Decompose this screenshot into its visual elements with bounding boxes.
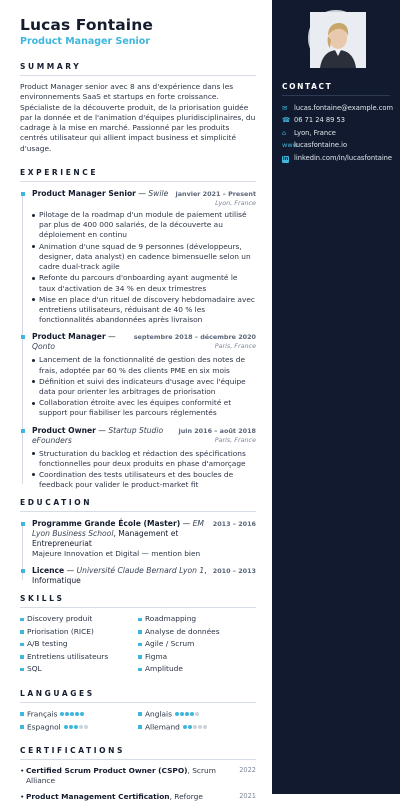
contact-item[interactable] xyxy=(282,139,390,151)
language-level xyxy=(60,709,85,720)
experience-entry xyxy=(32,426,256,491)
experience-heading: EXPERIENCE xyxy=(20,168,256,182)
language-level xyxy=(175,709,200,720)
certification-year: 2022 xyxy=(239,766,256,775)
education-date: 2013 – 2016 xyxy=(212,520,256,529)
skill-item: Figma xyxy=(138,652,256,663)
timeline-dot xyxy=(21,429,25,433)
linkedin-icon xyxy=(282,152,294,164)
level-dot xyxy=(69,725,73,729)
timeline-dot xyxy=(21,335,25,339)
level-dot xyxy=(65,712,69,716)
field-of-study: , Management et Entrepreneuriat xyxy=(32,529,179,549)
achievement-list xyxy=(32,449,256,491)
contact-heading: CONTACT xyxy=(282,82,390,96)
entry-location: Paris, France xyxy=(214,342,256,351)
school-name: Université Claude Bernard Lyon 1 xyxy=(76,566,205,576)
languages-grid xyxy=(20,709,256,733)
phone-icon: ☎ xyxy=(282,116,291,125)
level-dot xyxy=(183,725,187,729)
field-of-study: , Informatique xyxy=(32,566,207,586)
entry-header xyxy=(32,189,256,207)
achievement-item: Refonte du parcours d'onboarding ayant augmenté le taux d'activation de 34 % en deux trimestres xyxy=(32,273,256,293)
language-name: Anglais xyxy=(145,709,172,719)
level-dot xyxy=(203,725,207,729)
language-level xyxy=(64,722,89,733)
entry-header xyxy=(32,332,256,352)
language-level xyxy=(183,722,208,733)
skill-item: A/B testing xyxy=(20,639,138,650)
education-note: Majeure Innovation et Digital — mention bien xyxy=(32,549,201,559)
level-dot xyxy=(198,725,202,729)
contact-text: lucasfontaine.io xyxy=(294,141,348,150)
level-dot xyxy=(188,725,192,729)
education-heading: EDUCATION xyxy=(20,498,256,512)
level-dot xyxy=(70,712,74,716)
skills-heading: SKILLS xyxy=(20,594,256,608)
level-dot xyxy=(84,725,88,729)
avatar xyxy=(308,10,364,66)
entry-date: juin 2016 – août 2018 xyxy=(178,426,256,435)
experience-entry xyxy=(32,332,256,418)
summary-text: Product Manager senior avec 8 ans d'expérience dans les environnements SaaS et startups en forte croissance. Spécialiste de la découverte produit, de la priorisation guidée par la donnée et de l'animation d'équipes pluridisciplinaires, du cadrage à la mise en marché. Passionné par les produits centrés utilisateur qui allient impact business et simplicité d'usage. xyxy=(20,82,256,153)
certification-year: 2021 xyxy=(239,792,256,801)
level-dot xyxy=(195,712,199,716)
level-dot xyxy=(80,712,84,716)
school-name: EM Lyon Business School xyxy=(32,519,204,539)
language-item xyxy=(20,709,138,720)
contact-text: Lyon, France xyxy=(294,128,336,137)
language-name: Français xyxy=(27,709,58,719)
level-dot xyxy=(74,725,78,729)
skills-grid xyxy=(20,614,256,675)
summary-heading: SUMMARY xyxy=(20,62,256,76)
web-icon: www xyxy=(282,141,298,150)
skill-item: Roadmapping xyxy=(138,614,256,625)
location-icon: ⌂ xyxy=(282,128,287,137)
entry-title: Product Manager Senior — Swile xyxy=(32,189,169,199)
education-entry xyxy=(32,566,256,586)
level-dot xyxy=(75,712,79,716)
certification-text xyxy=(20,766,232,786)
entry-header xyxy=(32,566,256,586)
skill-item: SQL xyxy=(20,664,138,675)
experience-entry xyxy=(32,189,256,325)
achievement-item: Mise en place d'un rituel de discovery hebdomadaire avec entretiens utilisateurs, réduisant de 40 % les fonctionnalités abandonnées après livraison xyxy=(32,295,256,326)
achievement-item: Coordination des tests utilisateurs et des boucles de feedback pour valider le product-market fit xyxy=(32,470,256,490)
contact-text: lucas.fontaine@example.com xyxy=(294,104,393,112)
degree-name: Programme Grande École (Master) xyxy=(32,519,181,529)
level-dot xyxy=(64,725,68,729)
job-role: Product Manager xyxy=(32,332,106,342)
entry-title: Product Owner — Startup Studio eFounders xyxy=(32,425,164,445)
achievement-item: Animation d'une squad de 9 personnes (développeurs, designer, data analyst) en cadence bimensuelle selon un cadre dual-track agile xyxy=(32,242,256,273)
degree-name: Licence xyxy=(32,566,65,576)
contact-list xyxy=(282,102,393,164)
language-item xyxy=(20,722,138,733)
achievement-item: Collaboration étroite avec les équipes conformité et support pour fiabiliser les parcours réglementés xyxy=(32,398,256,418)
entry-location: Lyon, France xyxy=(215,199,256,208)
job-role: Product Owner xyxy=(32,425,96,435)
achievement-item: Pilotage de la roadmap d'un module de paiement utilisé par plus de 400 000 salariés, de la découverte au déploiement en continu xyxy=(32,210,256,241)
experience-timeline xyxy=(20,189,256,490)
entry-header xyxy=(32,426,256,446)
company-name: Qonto xyxy=(32,342,56,352)
languages-heading: LANGUAGES xyxy=(20,689,256,703)
achievement-item: Définition et suivi des indicateurs d'usage avec l'équipe data pour orienter les arbitrages de priorisation xyxy=(32,377,256,397)
contact-item[interactable] xyxy=(282,127,390,139)
profile-photo xyxy=(310,12,366,68)
linkedin-badge: in xyxy=(282,155,289,162)
entry-title: Programme Grande École (Master) — EM Lyon Business School, Management et Entrepreneuriat xyxy=(32,519,204,549)
level-dot xyxy=(185,712,189,716)
timeline-dot xyxy=(21,569,25,573)
certification-item xyxy=(20,766,256,786)
company-name: Startup Studio eFounders xyxy=(32,425,164,445)
envelope-icon: ✉ xyxy=(282,104,288,112)
sidebar xyxy=(272,0,400,794)
company-name: Swile xyxy=(148,189,169,199)
education-timeline xyxy=(20,519,256,586)
contact-item[interactable] xyxy=(282,114,390,126)
timeline-dot xyxy=(21,522,25,526)
contact-text: 06 71 24 89 53 xyxy=(294,116,346,125)
job-role: Product Manager Senior xyxy=(32,189,136,199)
entry-meta xyxy=(176,189,256,207)
level-dot xyxy=(175,712,179,716)
education-date: 2010 – 2013 xyxy=(212,567,256,576)
certifications-list xyxy=(20,766,256,802)
skill-item: Discovery produit xyxy=(20,614,138,625)
level-dot xyxy=(180,712,184,716)
contact-item[interactable] xyxy=(282,102,393,114)
entry-location: Paris, France xyxy=(214,435,256,444)
entry-title: Licence — Université Claude Bernard Lyon 1, Informatique xyxy=(32,566,207,586)
level-dot xyxy=(60,712,64,716)
achievement-item: Structuration du backlog et rédaction des spécifications fonctionnelles pour deux produits en phase d'amorçage xyxy=(32,449,256,469)
level-dot xyxy=(79,725,83,729)
candidate-name: Lucas Fontaine xyxy=(20,16,153,34)
contact-text: linkedin.com/in/lucasfontaine xyxy=(294,153,393,162)
certification-name: Certified Scrum Product Owner (CSPO) xyxy=(26,766,188,776)
achievement-item: Lancement de la fonctionnalité de gestion des notes de frais, adoptée par 60 % des clients PME en six mois xyxy=(32,355,256,375)
skill-item: Entretiens utilisateurs xyxy=(20,652,138,663)
entry-date: janvier 2021 – Present xyxy=(175,190,256,199)
entry-header xyxy=(32,519,256,549)
certifications-heading: CERTIFICATIONS xyxy=(20,746,256,760)
certification-name: Product Management Certification xyxy=(26,792,170,802)
skill-item: Analyse de données xyxy=(138,627,256,638)
language-name: Allemand xyxy=(145,721,180,731)
language-name: Espagnol xyxy=(27,721,61,731)
entry-meta xyxy=(179,426,256,444)
entry-meta xyxy=(134,332,256,350)
entry-date: septembre 2018 – décembre 2020 xyxy=(133,333,256,342)
level-dot xyxy=(190,712,194,716)
skill-item: Priorisation (RICE) xyxy=(20,627,138,638)
certification-issuer: , Reforge xyxy=(169,792,203,802)
level-dot xyxy=(193,725,197,729)
certification-item xyxy=(20,792,256,802)
certification-issuer: , Scrum Alliance xyxy=(26,766,216,786)
language-item xyxy=(138,722,256,733)
entry-title: Product Manager — Qonto xyxy=(32,332,116,352)
certification-text xyxy=(20,792,203,802)
candidate-role: Product Manager Senior xyxy=(20,36,151,47)
achievement-list xyxy=(32,355,256,418)
contact-item[interactable] xyxy=(282,152,393,164)
timeline-dot xyxy=(21,192,25,196)
achievement-list xyxy=(32,210,256,325)
education-entry xyxy=(32,519,256,559)
skill-item: Agile / Scrum xyxy=(138,639,256,650)
language-item xyxy=(138,709,256,720)
skill-item: Amplitude xyxy=(138,664,256,675)
